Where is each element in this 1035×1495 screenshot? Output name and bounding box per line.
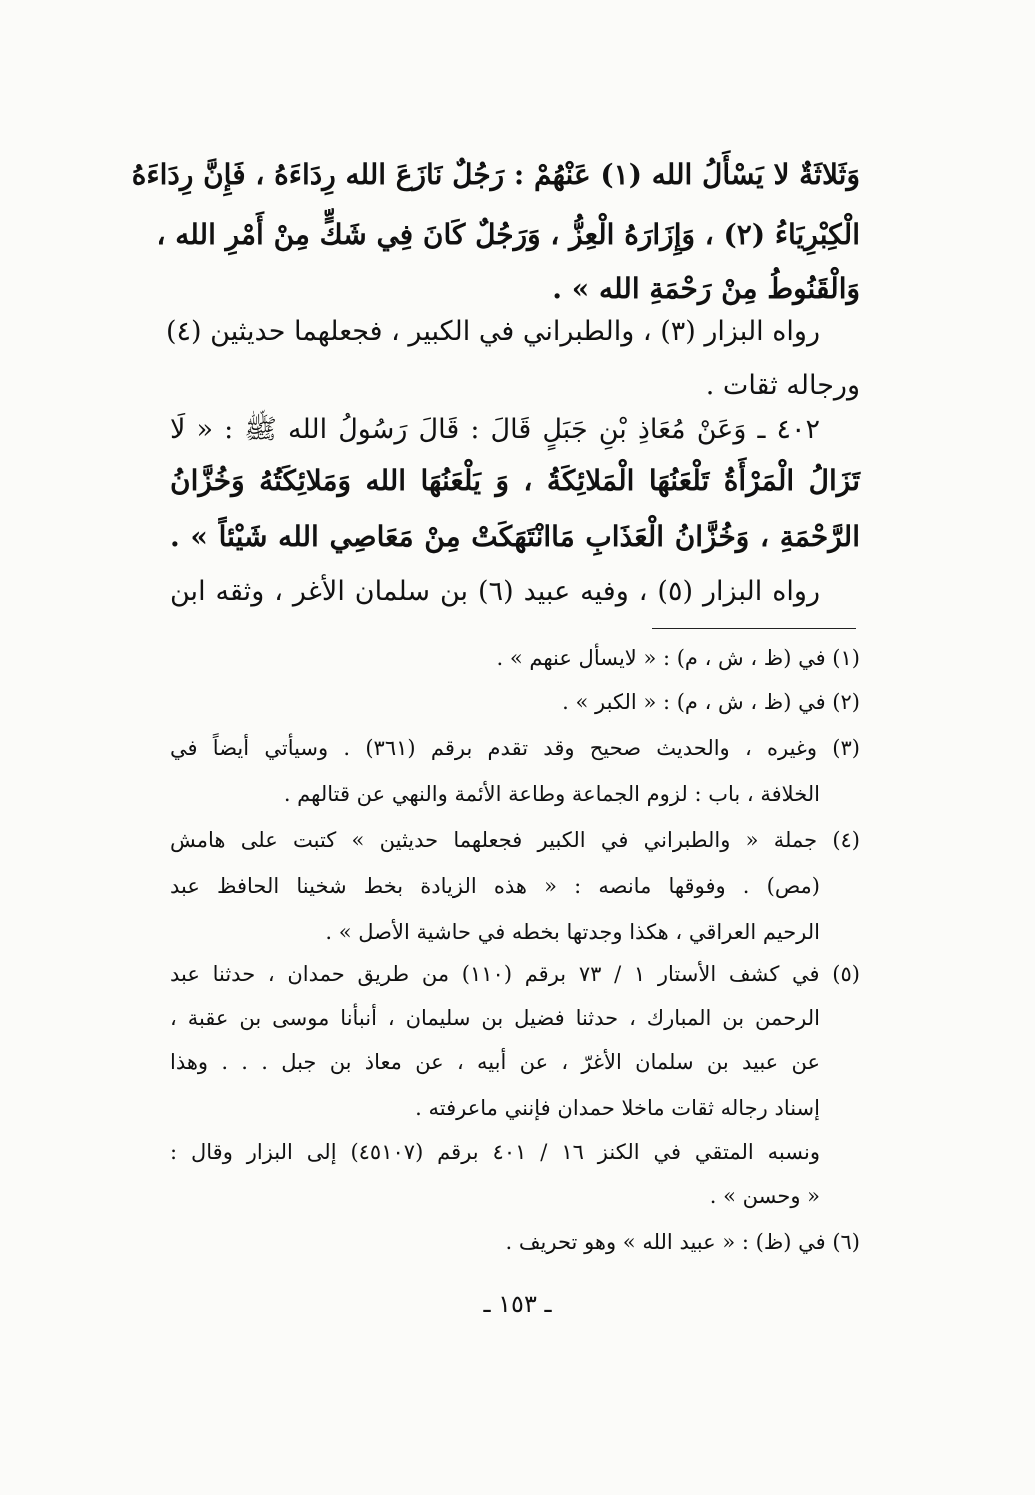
hadith-401-line-3: وَالْقَنُوطُ مِنْ رَحْمَةِ الله » . bbox=[552, 272, 860, 305]
footnote-4-line-3: الرحيم العراقي ، هكذا وجدتها بخطه في حاشية الأصل » . bbox=[325, 920, 820, 944]
footnote-5-line-3: عن عبيد بن سلمان الأغرّ ، عن أبيه ، عن معاذ بن جبل . . . وهذا bbox=[170, 1050, 820, 1074]
hadith-401-line-1: وَثَلاثَةٌ لا يَسْأَلُ الله (١) عَنْهُمْ : رَجُلٌ نَازَعَ الله رِدَاءَهُ ، فَإِنَّ رِدَاءَهُ bbox=[131, 158, 860, 191]
page-number: ـ ١٥٣ ـ bbox=[483, 1290, 552, 1318]
footnote-5-line-4: إسناد رجاله ثقات ماخلا حمدان فإنني ماعرفته . bbox=[415, 1096, 820, 1120]
hadith-402-line-1: ٤٠٢ ـ وَعَنْ مُعَاذِ بْنِ جَبَلٍ قَالَ : قَالَ رَسُولُ الله ﷺ : « لَا bbox=[170, 414, 820, 445]
hadith-402-line-2: تَزَالُ الْمَرْأَةُ تَلْعَنُهَا الْمَلائِكَةُ ، وَ يَلْعَنُهَا الله وَمَلائِكَتُهُ وَخُزَّانُ bbox=[170, 464, 860, 497]
footnote-2: (٢) في (ظ ، ش ، م) : « الكبر » . bbox=[562, 690, 860, 714]
footnote-separator bbox=[652, 628, 856, 629]
footnote-3-line-2: الخلافة ، باب : لزوم الجماعة وطاعة الأئمة والنهي عن قتالهم . bbox=[283, 782, 820, 806]
narration-401-line-2: ورجاله ثقات . bbox=[705, 370, 860, 401]
footnote-4-line-1: (٤) جملة « والطبراني في الكبير فجعلهما حديثين » كتبت على هامش bbox=[170, 828, 860, 852]
footnote-5-line-5: ونسبه المتقي في الكنز ١٦ / ٤٠١ برقم (٤٥١٠٧) إلى البزار وقال : bbox=[170, 1140, 820, 1164]
narration-402-line-1: رواه البزار (٥) ، وفيه عبيد (٦) بن سلمان الأغر ، وثقه ابن bbox=[170, 576, 820, 607]
footnote-6: (٦) في (ظ) : « عبيد الله » وهو تحريف . bbox=[505, 1230, 860, 1254]
footnote-1: (١) في (ظ ، ش ، م) : « لايسأل عنهم » . bbox=[496, 646, 860, 670]
footnote-5-line-6: « وحسن » . bbox=[709, 1184, 820, 1208]
narration-401-line-1: رواه البزار (٣) ، والطبراني في الكبير ، فجعلهما حديثين (٤) bbox=[165, 316, 820, 347]
hadith-401-line-2: الْكِبْرِيَاءُ (٢) ، وَإِزَارَهُ الْعِزُّ ، وَرَجُلٌ كَانَ فِي شَكٍّ مِنْ أَمْرِ الله ، bbox=[156, 218, 860, 251]
footnote-3-line-1: (٣) وغيره ، والحديث صحيح وقد تقدم برقم (٣٦١) . وسيأتي أيضاً في bbox=[170, 736, 860, 760]
footnote-5-line-2: الرحمن بن المبارك ، حدثنا فضيل بن سليمان ، أنبأنا موسى بن عقبة ، bbox=[170, 1006, 820, 1030]
footnote-4-line-2: (مص) . وفوقها مانصه : « هذه الزيادة بخط شخينا الحافظ عبد bbox=[170, 874, 820, 898]
hadith-402-line-3: الرَّحْمَةِ ، وَخُزَّانُ الْعَذَابِ مَاانْتَهَكَتْ مِنْ مَعَاصِي الله شَيْئاً » . bbox=[170, 520, 860, 553]
footnote-5-line-1: (٥) في كشف الأستار ١ / ٧٣ برقم (١١٠) من طريق حمدان ، حدثنا عبد bbox=[170, 962, 860, 986]
